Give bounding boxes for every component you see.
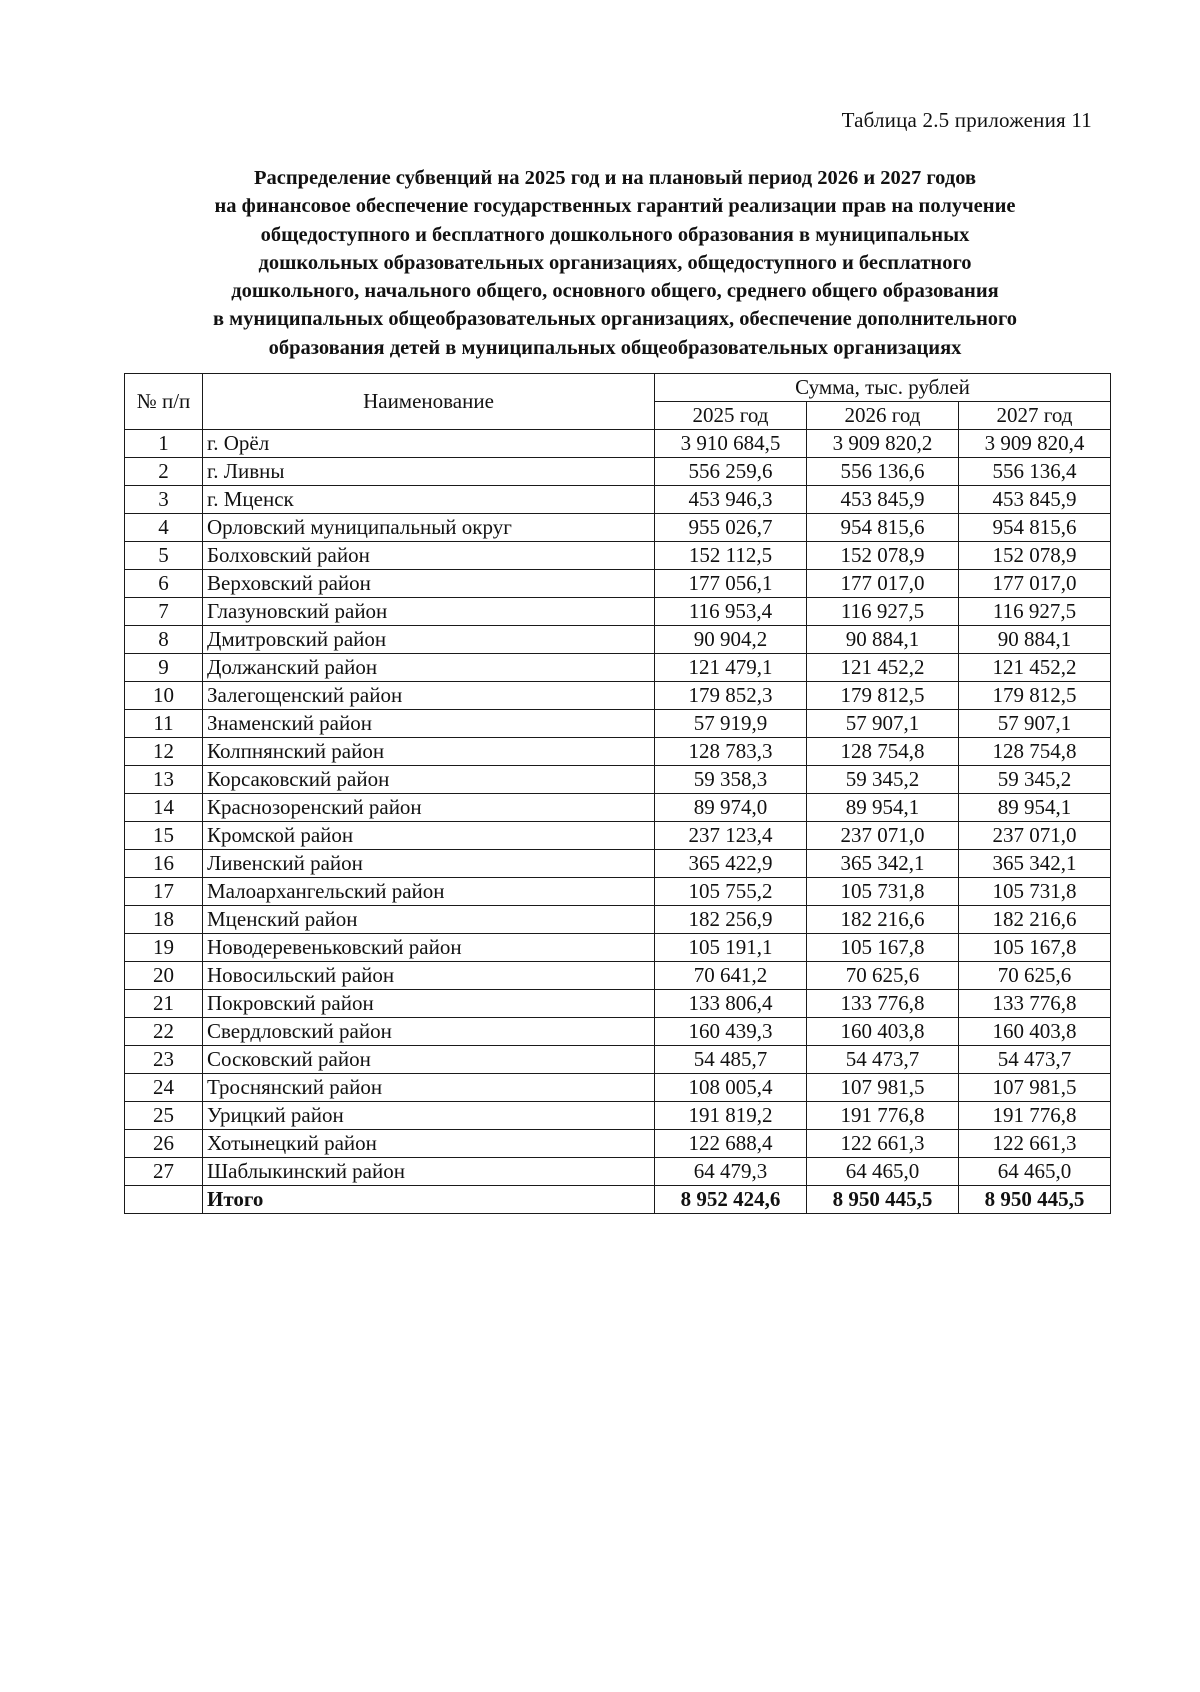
amount-2025: 90 904,2	[655, 626, 807, 654]
amount-2025: 177 056,1	[655, 570, 807, 598]
municipality-name: Краснозоренский район	[203, 794, 655, 822]
table-row	[125, 626, 1111, 654]
total-empty-cell	[125, 1186, 203, 1214]
amount-2026: 121 452,2	[807, 654, 959, 682]
amount-2027: 89 954,1	[959, 794, 1111, 822]
amount-2026: 128 754,8	[807, 738, 959, 766]
title-line: дошкольного, начального общего, основного общего, среднего общего образования	[231, 280, 999, 303]
amount-2026: 54 473,7	[807, 1046, 959, 1074]
municipality-name: Верховский район	[203, 570, 655, 598]
row-number: 15	[125, 822, 203, 850]
row-number: 4	[125, 514, 203, 542]
row-number: 18	[125, 906, 203, 934]
amount-2025: 237 123,4	[655, 822, 807, 850]
amount-2025: 556 259,6	[655, 458, 807, 486]
table-row	[125, 766, 1111, 794]
amount-2025: 89 974,0	[655, 794, 807, 822]
total-2026: 8 950 445,5	[807, 1186, 959, 1214]
title-line: общедоступного и бесплатного дошкольного образования в муниципальных	[260, 223, 970, 246]
municipality-name: Сосковский район	[203, 1046, 655, 1074]
table-row	[125, 486, 1111, 514]
amount-2027: 128 754,8	[959, 738, 1111, 766]
municipality-name: Орловский муниципальный округ	[203, 514, 655, 542]
row-number: 3	[125, 486, 203, 514]
amount-2026: 59 345,2	[807, 766, 959, 794]
amount-2025: 54 485,7	[655, 1046, 807, 1074]
amount-2025: 105 755,2	[655, 878, 807, 906]
row-number: 7	[125, 598, 203, 626]
row-number: 20	[125, 962, 203, 990]
amount-2025: 116 953,4	[655, 598, 807, 626]
amount-2027: 57 907,1	[959, 710, 1111, 738]
amount-2026: 954 815,6	[807, 514, 959, 542]
amount-2026: 89 954,1	[807, 794, 959, 822]
table-row	[125, 878, 1111, 906]
municipality-name: Мценский район	[203, 906, 655, 934]
row-number: 11	[125, 710, 203, 738]
row-number: 12	[125, 738, 203, 766]
amount-2027: 182 216,6	[959, 906, 1111, 934]
header-year-2025: 2025 год	[655, 402, 807, 430]
amount-2026: 160 403,8	[807, 1018, 959, 1046]
amount-2025: 59 358,3	[655, 766, 807, 794]
row-number: 16	[125, 850, 203, 878]
row-number: 13	[125, 766, 203, 794]
municipality-name: Корсаковский район	[203, 766, 655, 794]
table-row	[125, 738, 1111, 766]
municipality-name: г. Орёл	[203, 430, 655, 458]
header-name: Наименование	[203, 374, 655, 430]
municipality-name: Кромской район	[203, 822, 655, 850]
table-row	[125, 850, 1111, 878]
title-line: на финансовое обеспечение государственных гарантий реализации прав на получение	[214, 195, 1016, 218]
amount-2025: 365 422,9	[655, 850, 807, 878]
row-number: 26	[125, 1130, 203, 1158]
table-row	[125, 598, 1111, 626]
amount-2027: 177 017,0	[959, 570, 1111, 598]
amount-2026: 107 981,5	[807, 1074, 959, 1102]
amount-2025: 105 191,1	[655, 934, 807, 962]
amount-2027: 64 465,0	[959, 1158, 1111, 1186]
amount-2026: 453 845,9	[807, 486, 959, 514]
amount-2026: 191 776,8	[807, 1102, 959, 1130]
amount-2027: 107 981,5	[959, 1074, 1111, 1102]
amount-2026: 57 907,1	[807, 710, 959, 738]
amount-2025: 122 688,4	[655, 1130, 807, 1158]
row-number: 25	[125, 1102, 203, 1130]
row-number: 8	[125, 626, 203, 654]
row-number: 21	[125, 990, 203, 1018]
amount-2026: 64 465,0	[807, 1158, 959, 1186]
amount-2026: 177 017,0	[807, 570, 959, 598]
municipality-name: Колпнянский район	[203, 738, 655, 766]
row-number: 23	[125, 1046, 203, 1074]
municipality-name: г. Ливны	[203, 458, 655, 486]
amount-2026: 70 625,6	[807, 962, 959, 990]
title-line: образования детей в муниципальных общеобразовательных организациях	[268, 336, 962, 359]
amount-2025: 152 112,5	[655, 542, 807, 570]
amount-2027: 122 661,3	[959, 1130, 1111, 1158]
table-body	[125, 430, 1111, 1214]
header-year-2026: 2026 год	[807, 402, 959, 430]
amount-2027: 160 403,8	[959, 1018, 1111, 1046]
header-year-2027: 2027 год	[959, 402, 1111, 430]
title-line: дошкольных образовательных организациях, общедоступного и бесплатного	[258, 251, 972, 274]
amount-2027: 116 927,5	[959, 598, 1111, 626]
municipality-name: Новодеревеньковский район	[203, 934, 655, 962]
municipality-name: Новосильский район	[203, 962, 655, 990]
table-row	[125, 794, 1111, 822]
amount-2027: 191 776,8	[959, 1102, 1111, 1130]
municipality-name: г. Мценск	[203, 486, 655, 514]
table-row	[125, 990, 1111, 1018]
row-number: 14	[125, 794, 203, 822]
total-2025: 8 952 424,6	[655, 1186, 807, 1214]
municipality-name: Малоархангельский район	[203, 878, 655, 906]
amount-2025: 128 783,3	[655, 738, 807, 766]
amount-2027: 133 776,8	[959, 990, 1111, 1018]
amount-2026: 556 136,6	[807, 458, 959, 486]
amount-2025: 160 439,3	[655, 1018, 807, 1046]
row-number: 5	[125, 542, 203, 570]
document-title	[120, 164, 1110, 362]
table-row	[125, 542, 1111, 570]
amount-2025: 133 806,4	[655, 990, 807, 1018]
table-row	[125, 1046, 1111, 1074]
amount-2025: 182 256,9	[655, 906, 807, 934]
table-header	[125, 374, 1111, 430]
amount-2026: 365 342,1	[807, 850, 959, 878]
row-number: 6	[125, 570, 203, 598]
amount-2025: 70 641,2	[655, 962, 807, 990]
total-2027: 8 950 445,5	[959, 1186, 1111, 1214]
table-row	[125, 570, 1111, 598]
row-number: 22	[125, 1018, 203, 1046]
amount-2025: 191 819,2	[655, 1102, 807, 1130]
municipality-name: Ливенский район	[203, 850, 655, 878]
municipality-name: Свердловский район	[203, 1018, 655, 1046]
row-number: 24	[125, 1074, 203, 1102]
amount-2026: 179 812,5	[807, 682, 959, 710]
amount-2027: 105 731,8	[959, 878, 1111, 906]
municipality-name: Знаменский район	[203, 710, 655, 738]
table-row	[125, 682, 1111, 710]
amount-2026: 133 776,8	[807, 990, 959, 1018]
amount-2025: 121 479,1	[655, 654, 807, 682]
amount-2027: 453 845,9	[959, 486, 1111, 514]
row-number: 19	[125, 934, 203, 962]
amount-2027: 365 342,1	[959, 850, 1111, 878]
table-row	[125, 1102, 1111, 1130]
total-row	[125, 1186, 1111, 1214]
title-line: Распределение субвенций на 2025 год и на плановый период 2026 и 2027 годов	[253, 167, 977, 189]
municipality-name: Должанский район	[203, 654, 655, 682]
municipality-name: Троснянский район	[203, 1074, 655, 1102]
municipality-name: Хотынецкий район	[203, 1130, 655, 1158]
header-sum: Сумма, тыс. рублей	[655, 374, 1111, 402]
amount-2027: 237 071,0	[959, 822, 1111, 850]
amount-2027: 954 815,6	[959, 514, 1111, 542]
amount-2027: 121 452,2	[959, 654, 1111, 682]
municipality-name: Болховский район	[203, 542, 655, 570]
amount-2025: 453 946,3	[655, 486, 807, 514]
title-line: в муниципальных общеобразовательных организациях, обеспечение дополнительного	[212, 308, 1018, 331]
amount-2025: 955 026,7	[655, 514, 807, 542]
amount-2027: 70 625,6	[959, 962, 1111, 990]
header-number: № п/п	[125, 374, 203, 430]
amount-2027: 179 812,5	[959, 682, 1111, 710]
total-label: Итого	[203, 1186, 655, 1214]
row-number: 9	[125, 654, 203, 682]
amount-2026: 116 927,5	[807, 598, 959, 626]
municipality-name: Залегощенский район	[203, 682, 655, 710]
table-row	[125, 458, 1111, 486]
subvention-table	[124, 373, 1111, 1214]
municipality-name: Дмитровский район	[203, 626, 655, 654]
table-row	[125, 1018, 1111, 1046]
amount-2026: 105 731,8	[807, 878, 959, 906]
row-number: 17	[125, 878, 203, 906]
table-row	[125, 1158, 1111, 1186]
row-number: 1	[125, 430, 203, 458]
row-number: 27	[125, 1158, 203, 1186]
amount-2025: 64 479,3	[655, 1158, 807, 1186]
appendix-label: Таблица 2.5 приложения 11	[841, 108, 1092, 132]
row-number: 10	[125, 682, 203, 710]
amount-2026: 3 909 820,2	[807, 430, 959, 458]
amount-2027: 59 345,2	[959, 766, 1111, 794]
amount-2026: 152 078,9	[807, 542, 959, 570]
municipality-name: Покровский район	[203, 990, 655, 1018]
amount-2027: 152 078,9	[959, 542, 1111, 570]
amount-2026: 90 884,1	[807, 626, 959, 654]
table-row	[125, 654, 1111, 682]
amount-2026: 237 071,0	[807, 822, 959, 850]
amount-2026: 122 661,3	[807, 1130, 959, 1158]
table-row	[125, 710, 1111, 738]
table-row	[125, 934, 1111, 962]
amount-2027: 3 909 820,4	[959, 430, 1111, 458]
table-row	[125, 906, 1111, 934]
table-row	[125, 1074, 1111, 1102]
amount-2026: 105 167,8	[807, 934, 959, 962]
amount-2027: 90 884,1	[959, 626, 1111, 654]
amount-2027: 556 136,4	[959, 458, 1111, 486]
table-row	[125, 430, 1111, 458]
amount-2027: 54 473,7	[959, 1046, 1111, 1074]
amount-2026: 182 216,6	[807, 906, 959, 934]
amount-2025: 57 919,9	[655, 710, 807, 738]
municipality-name: Шаблыкинский район	[203, 1158, 655, 1186]
row-number: 2	[125, 458, 203, 486]
table-row	[125, 822, 1111, 850]
table-row	[125, 962, 1111, 990]
table-row	[125, 514, 1111, 542]
municipality-name: Урицкий район	[203, 1102, 655, 1130]
amount-2027: 105 167,8	[959, 934, 1111, 962]
amount-2025: 179 852,3	[655, 682, 807, 710]
table-row	[125, 1130, 1111, 1158]
amount-2025: 108 005,4	[655, 1074, 807, 1102]
municipality-name: Глазуновский район	[203, 598, 655, 626]
amount-2025: 3 910 684,5	[655, 430, 807, 458]
